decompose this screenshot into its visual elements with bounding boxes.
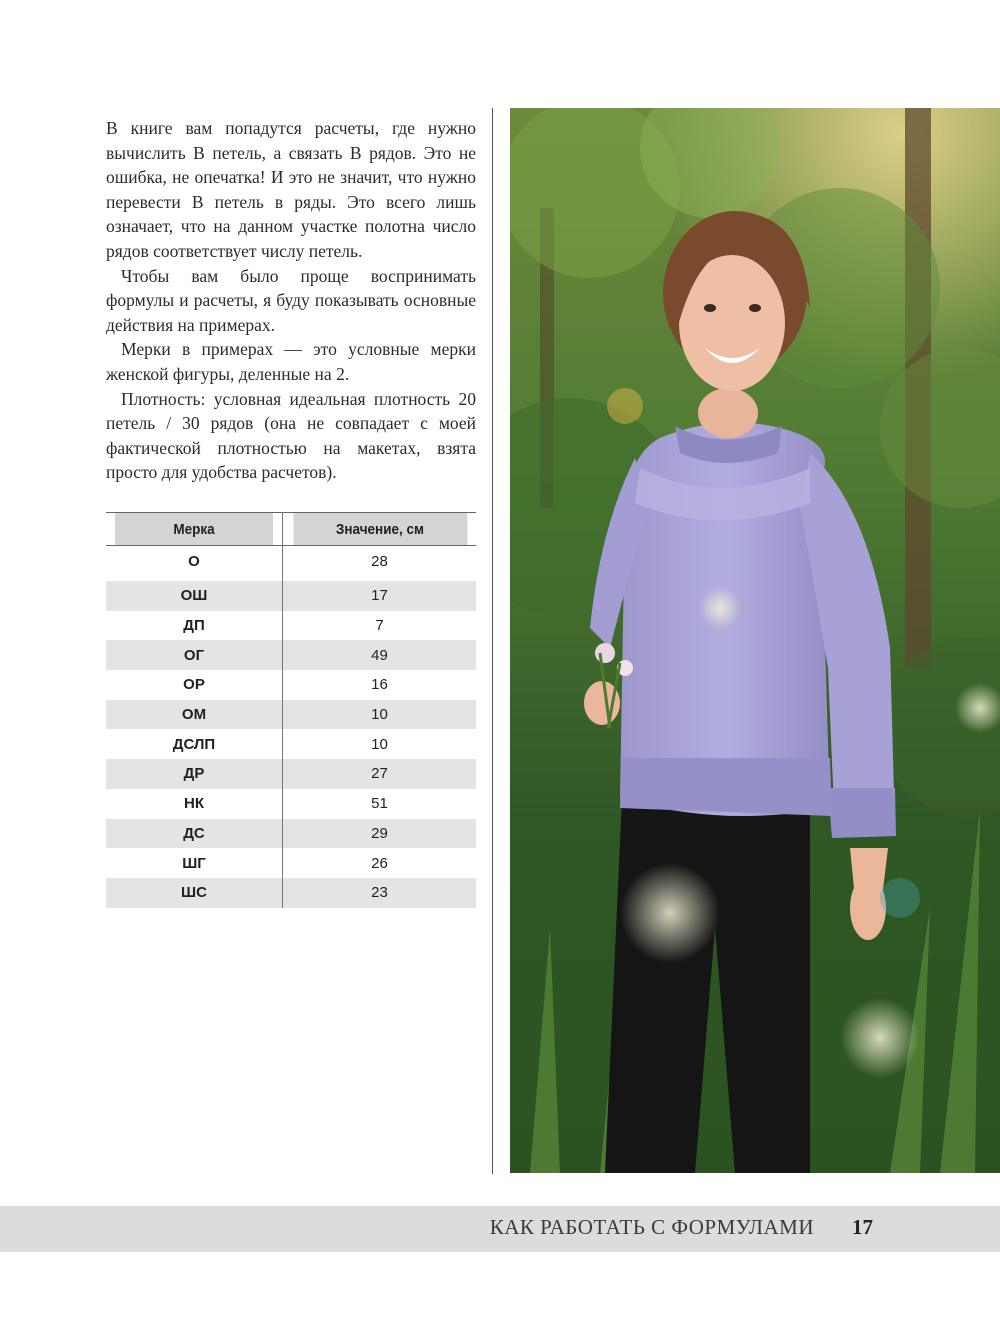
table-row (106, 819, 476, 849)
table-row (106, 848, 476, 878)
measure-key: ДР (106, 759, 283, 789)
table-row (106, 546, 476, 577)
paragraph-1: В книге вам попадутся расчеты, где нужно вычислить В петель, а связать В рядов. Это не ошибка, не опечатка! И это не значит, что нужно перевести В петель в ряды. Это всего лишь означает, что на данном участке полотна число рядов соответствует числу петель. (106, 118, 476, 261)
measurements-table (106, 512, 476, 908)
measure-key: О (106, 546, 283, 577)
header-value: Значение, см (292, 513, 466, 546)
photo-illustration (510, 108, 1000, 1173)
measure-key: ДС (106, 819, 283, 849)
table-row (106, 670, 476, 700)
table-row (106, 729, 476, 759)
measure-value: 7 (375, 617, 384, 635)
measure-value: 10 (283, 700, 477, 730)
table-row (106, 759, 476, 789)
measure-value: 16 (371, 676, 388, 694)
paragraph-3: Мерки в примерах — это условные мерки женской фигуры, деленные на 2. (106, 339, 476, 384)
paragraph-2: Чтобы вам было проще воспринимать формулы и расчеты, я буду показывать основные действия на примерах. (106, 265, 476, 335)
body-text (106, 116, 476, 485)
measure-value: 10 (371, 735, 388, 753)
paragraph-4: Плотность: условная идеальная плотность 20 петель / 30 рядов (она не совпадает с моей фактической плотностью на макетах, взята просто для удобства расчетов). (106, 388, 476, 483)
measure-value: 26 (371, 854, 388, 872)
measure-key: ДСЛП (106, 729, 283, 759)
table-row (106, 700, 476, 730)
table-header-row (106, 513, 476, 546)
measure-key: ОР (106, 670, 283, 700)
measure-value: 51 (371, 795, 388, 813)
measure-value: 28 (371, 552, 388, 570)
measure-key: ОМ (106, 700, 283, 730)
column-divider (492, 108, 493, 1174)
measure-value: 23 (283, 878, 477, 908)
chapter-title: КАК РАБОТАТЬ С ФОРМУЛАМИ (489, 1215, 814, 1239)
page-number: 17 (852, 1215, 873, 1239)
measure-key: ШС (106, 878, 283, 908)
table-row (106, 581, 476, 611)
measure-key: НК (106, 789, 283, 819)
measure-key: ДП (106, 611, 283, 641)
measure-key: ОШ (106, 581, 283, 611)
table-row (106, 878, 476, 908)
measure-key: ШГ (106, 848, 283, 878)
measure-key: ОГ (106, 640, 283, 670)
table-row (106, 640, 476, 670)
measure-value: 29 (283, 819, 477, 849)
measure-value: 27 (283, 759, 477, 789)
table-row (106, 789, 476, 819)
girl-in-sweater-photo (510, 108, 1000, 1173)
measure-value: 49 (283, 640, 477, 670)
table-row (106, 611, 476, 641)
header-measure: Мерка (115, 513, 274, 546)
measure-value: 17 (283, 581, 477, 611)
